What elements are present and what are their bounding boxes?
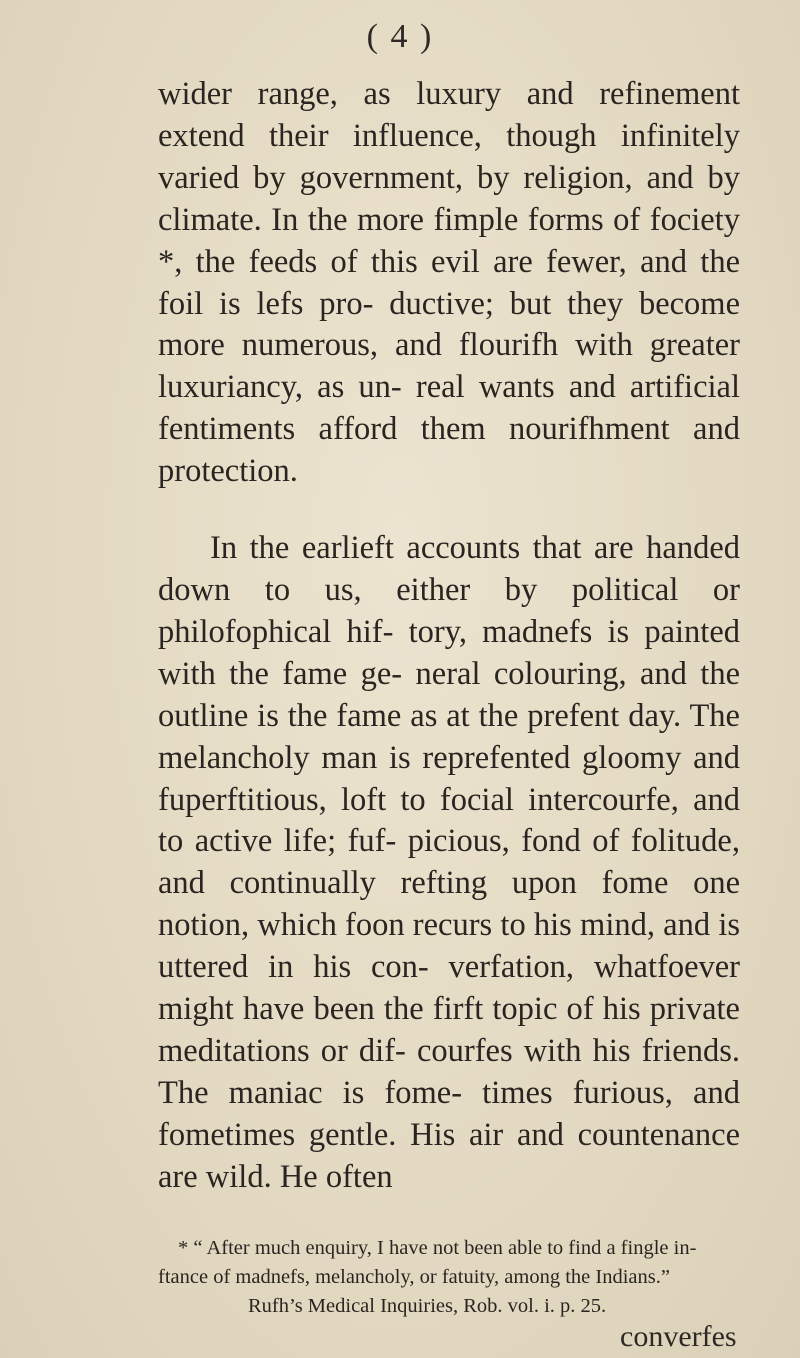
- paragraph-2: In the earlieft accounts that are handed down to us, either by political or philofophical hif- tory, madnefs is painted with the fame ge- neral colouring, and the outline is the fame as at the prefent day. The melancholy man is reprefented gloomy and fuperftitious, loft to focial intercourfe, and to active life; fuf- picious, fond of folitude, and continually refting upon fome one notion, which foon recurs to his mind, and is uttered in his con- verfation, whatfoever might have been the firft topic of his private meditations or dif- courfes with his friends. The maniac is fome- times furious, and fometimes gentle. His air and countenance are wild. He often: [158, 530, 740, 1195]
- catchword: converfes: [620, 1320, 737, 1353]
- paragraph-1: wider range, as luxury and refinement extend their influence, though infinitely varied by government, by religion, and by climate. In the more fimple forms of fociety *, the feeds of this evil are fewer, and the foil is lefs pro- ductive; but they become more numerous, and flourifh with greater luxuriancy, as un- real wants and artificial fentiments afford them nourifhment and protection.: [158, 76, 740, 490]
- footnote-citation: Rufh’s Medical Inquiries, Rob. vol. i. p. 25.: [248, 1295, 607, 1317]
- body-text: [158, 74, 740, 1199]
- footnote: [158, 1234, 750, 1321]
- footnote-text: * “ After much enquiry, I have not been able to find a fingle in- ftance of madnefs, melancholy, or fatuity, among the Indians.”: [158, 1237, 697, 1288]
- page-number-header: ( 4 ): [366, 18, 434, 55]
